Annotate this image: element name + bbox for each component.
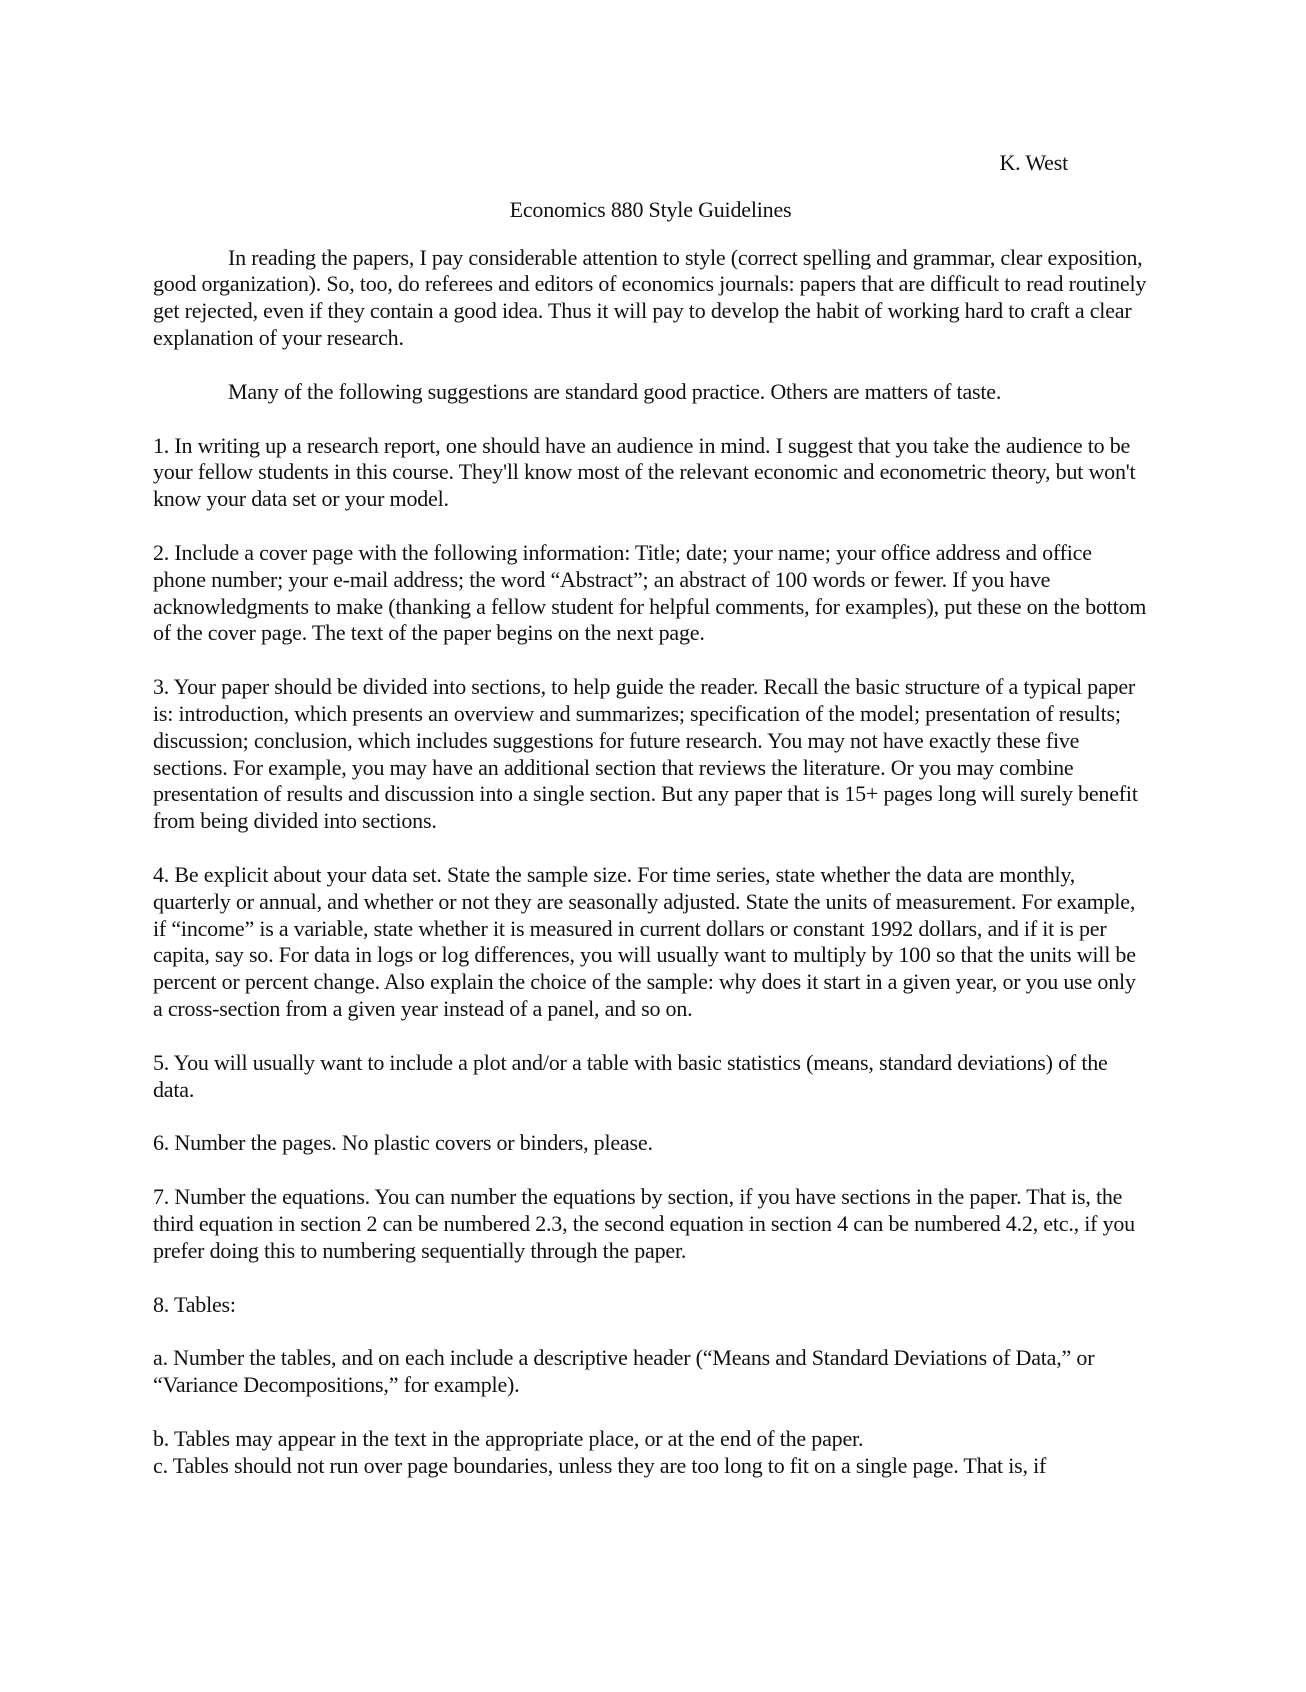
guideline-item-1: 1. In writing up a research report, one should have an audience in mind. I suggest that you take the audience to be your fellow students in this course. They'll know most of the relevant economic and econometric theory, but won't know your data set or your model. <box>153 432 1136 512</box>
tables-subitem-b: b. Tables may appear in the text in the appropriate place, or at the end of the paper. <box>153 1425 864 1451</box>
guideline-item-5: 5. You will usually want to include a plot and/or a table with basic statistics (means, standard deviations) of the data. <box>153 1049 1108 1102</box>
guideline-item-3: 3. Your paper should be divided into sections, to help guide the reader. Recall the basic structure of a typical paper is: introduction, which presents an overview and summarizes; specification of the model; presentation of results; discussion; conclusion, which includes suggestions for future research. You may not have exactly these five sections. For example, you may have an additional section that reviews the literature. Or you may combine presentation of results and discussion into a single section. But any paper that is 15+ pages long will surely benefit from being divided into sections. <box>153 674 1138 834</box>
guideline-list <box>153 433 1148 1319</box>
intro-paragraph-2: Many of the following suggestions are standard good practice. Others are matters of taste. <box>228 378 1002 404</box>
author-name: K. West <box>999 150 1068 175</box>
guideline-item-8: 8. Tables: <box>153 1291 236 1317</box>
guideline-item-7: 7. Number the equations. You can number the equations by section, if you have sections in the paper. That is, the third equation in section 2 can be numbered 2.3, the second equation in section 4 can be numbered 4.2, etc., if you prefer doing this to numbering sequentially through the paper. <box>153 1184 1135 1263</box>
intro-paragraph-1: In reading the papers, I pay considerable attention to style (correct spelling and grammar, clear exposition, good organization). So, too, do referees and editors of economics journals: papers that are difficult to read routinely get rejected, even if they contain a good idea. Thus it will pay to develop the habit of working hard to craft a clear explanation of your research. <box>153 244 1147 350</box>
tables-subitem-c: c. Tables should not run over page boundaries, unless they are too long to fit on a single page. That is, if <box>153 1452 1047 1478</box>
guideline-item-4: 4. Be explicit about your data set. State the sample size. For time series, state whether the data are monthly, quarterly or annual, and whether or not they are seasonally adjusted. State the units of measurement. For example, if “income” is a variable, state whether it is measured in current dollars or constant 1992 dollars, and if it is per capita, say so. For data in logs or log differences, you will usually want to multiply by 100 so that the units will be percent or percent change. Also explain the choice of the sample: why does it start in a given year, or you use only a cross-section from a given year instead of a panel, and so on. <box>153 861 1136 1021</box>
document-body <box>153 150 1148 1479</box>
guideline-item-6: 6. Number the pages. No plastic covers or binders, please. <box>153 1130 653 1156</box>
guideline-item-2: 2. Include a cover page with the following information: Title; date; your name; your office address and office phone number; your e-mail address; the word “Abstract”; an abstract of 100 words or fewer. If you have acknowledgments to make (thanking a fellow student for helpful comments, for examples), put these on the bottom of the cover page. The text of the paper begins on the next page. <box>153 539 1147 646</box>
document-title: Economics 880 Style Guidelines <box>509 196 792 222</box>
tables-subitem-a: a. Number the tables, and on each include a descriptive header (“Means and Standard Deviations of Data,” or “Variance Decompositions,” for example). <box>153 1345 1095 1398</box>
